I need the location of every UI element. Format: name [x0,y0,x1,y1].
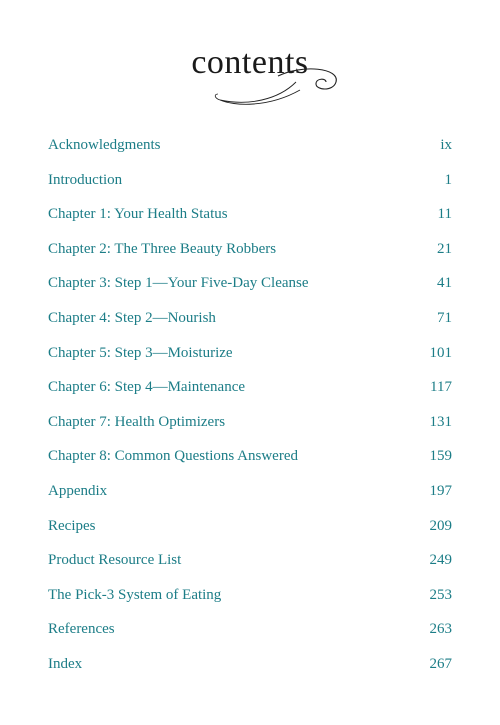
toc-entry-title[interactable]: Chapter 5: Step 3—Moisturize [48,344,233,361]
toc-entry[interactable] [48,236,452,271]
toc-entry-page-number[interactable]: 41 [437,275,452,292]
toc-entry-title[interactable]: Acknowledgments [48,137,161,153]
toc-entry-page-number[interactable]: 253 [429,586,452,603]
toc-entry-title[interactable]: Chapter 1: Your Health Status [48,206,228,223]
toc-entry-title[interactable]: Chapter 4: Step 2—Nourish [48,309,216,326]
page-header [0,0,500,120]
toc-entry-page-number[interactable]: 117 [430,379,452,396]
toc-entry-title[interactable]: The Pick-3 System of Eating [48,586,222,603]
toc-entry-title[interactable]: Recipes [48,517,96,534]
toc-entry-title[interactable]: References [48,621,115,638]
toc-entry-title[interactable]: Chapter 8: Common Questions Answered [48,448,298,465]
toc-entry-page-number[interactable]: ix [440,137,452,153]
toc-entry[interactable] [48,132,452,167]
toc-entry-page-number[interactable]: 249 [429,552,452,569]
flourish-ornament [208,60,348,110]
toc-entry-page-number[interactable]: 101 [429,344,452,361]
toc-entry[interactable] [48,340,452,375]
toc-entry[interactable] [48,305,452,340]
page-title: contents [191,44,309,81]
toc-entry-page-number[interactable]: 267 [429,655,452,672]
toc-entry[interactable] [48,513,452,548]
toc-entry[interactable] [48,616,452,651]
toc-entry[interactable] [48,167,452,202]
toc-entry[interactable] [48,201,452,236]
toc-entry-page-number[interactable]: 71 [437,309,452,326]
toc-entry-page-number[interactable]: 11 [437,206,452,223]
toc-entry-title[interactable]: Chapter 6: Step 4—Maintenance [48,379,246,396]
toc-entry[interactable] [48,270,452,305]
toc-entry-page-number[interactable]: 21 [437,240,452,257]
toc-entry[interactable] [48,582,452,617]
toc-entry-page-number[interactable]: 131 [429,413,452,430]
toc-entry[interactable] [48,547,452,582]
toc-entry[interactable] [48,651,452,686]
toc-entry-page-number[interactable]: 1 [444,171,452,188]
toc-entry-title[interactable]: Appendix [48,482,108,499]
toc-entry-title[interactable]: Index [48,655,83,672]
toc-entry-page-number[interactable]: 197 [429,482,452,499]
toc-entry[interactable] [48,374,452,409]
toc-entry-page-number[interactable]: 159 [429,448,452,465]
toc-entry-title[interactable]: Chapter 3: Step 1—Your Five-Day Cleanse [48,275,309,292]
toc-entry-title[interactable]: Chapter 7: Health Optimizers [48,413,226,430]
toc-entry[interactable] [48,478,452,513]
toc-entry-title[interactable]: Chapter 2: The Three Beauty Robbers [48,240,277,257]
toc-entry[interactable] [48,443,452,478]
toc-entry-title[interactable]: Product Resource List [48,552,182,569]
table-of-contents [48,132,452,686]
toc-entry-page-number[interactable]: 263 [429,621,452,638]
toc-entry-title[interactable]: Introduction [48,171,123,188]
toc-entry[interactable] [48,409,452,444]
toc-entry-page-number[interactable]: 209 [429,517,452,534]
